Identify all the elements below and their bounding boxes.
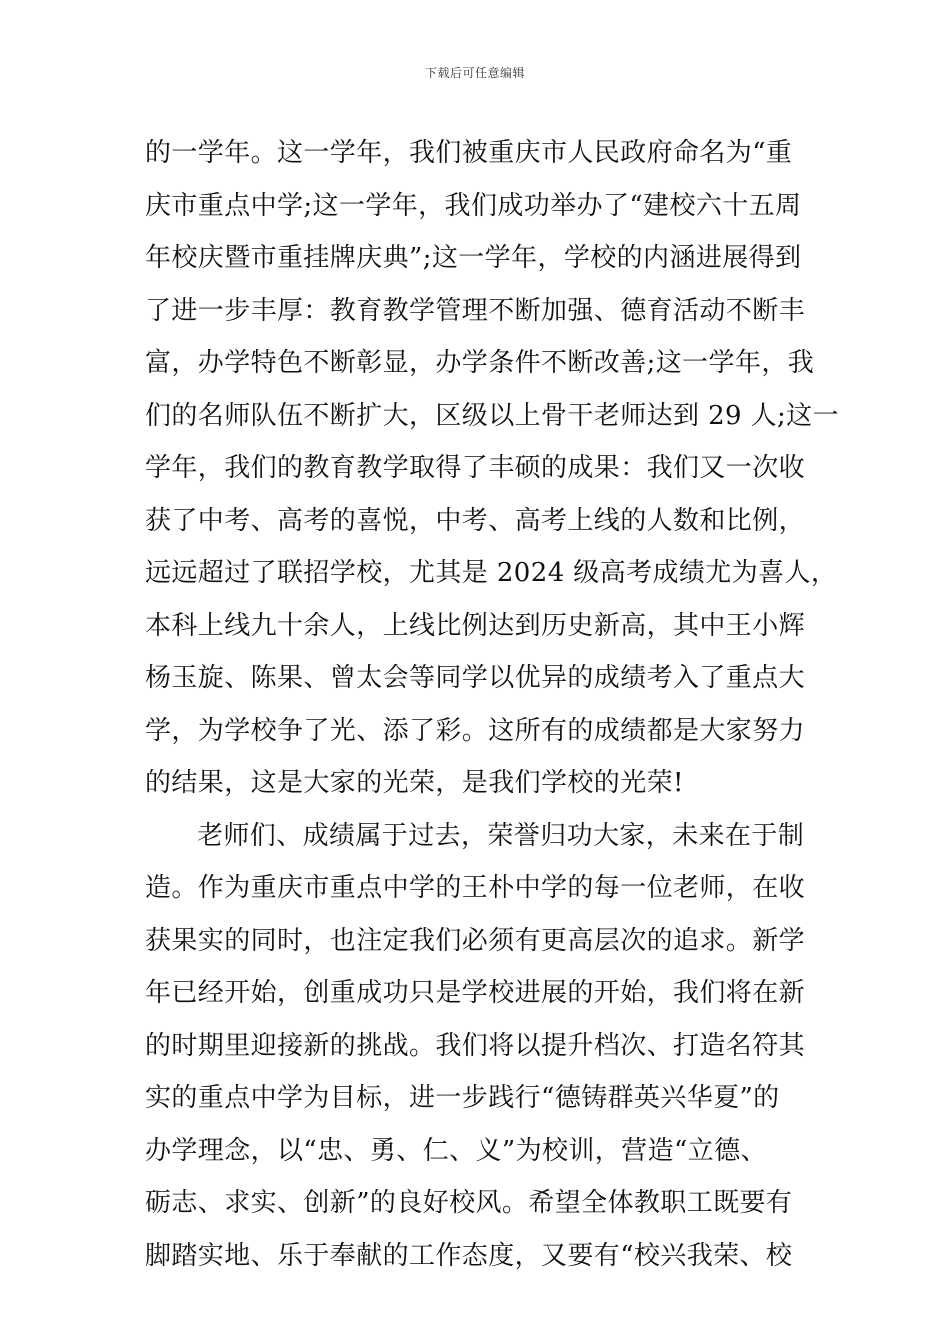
text-line: 的一学年。这一学年，我们被重庆市人民政府命名为“重 (145, 138, 793, 168)
text-line: 的结果，这是大家的光荣，是我们学校的光荣! (145, 768, 684, 798)
text-line: 学年，我们的教育教学取得了丰硕的成果：我们又一次收 (145, 453, 806, 483)
text-line: 了进一步丰厚：教育教学管理不断加强、德育活动不断丰 (145, 295, 806, 326)
text-line: 获果实的同时，也注定我们必须有更高层次的追求。新学 (145, 925, 806, 956)
text-line: 们的名师队伍不断扩大，区级以上骨干老师达到 29 人;这一 (145, 400, 839, 431)
text-line: 砺志、求实、创新”的良好校风。希望全体教职工既要有 (145, 1188, 793, 1218)
text-line: 杨玉旋、陈果、曾太会等同学以优异的成绩考入了重点大 (145, 663, 806, 693)
document-body (145, 127, 839, 1282)
text-line: 办学理念，以“忠、勇、仁、义”为校训，营造“立德、 (145, 1135, 767, 1166)
text-line: 庆市重点中学;这一学年，我们成功举办了“建校六十五周 (145, 190, 802, 221)
text-line: 本科上线九十余人，上线比例达到历史新高，其中王小辉 (145, 610, 806, 641)
text-line: 的时期里迎接新的挑战。我们将以提升档次、打造名符其 (145, 1030, 806, 1061)
text-line: 年已经开始，创重成功只是学校进展的开始，我们将在新 (145, 978, 806, 1008)
text-line: 学，为学校争了光、添了彩。这所有的成绩都是大家努力 (145, 715, 806, 746)
page-header-note: 下载后可任意编辑 (424, 66, 525, 80)
text-line: 富，办学特色不断彰显，办学条件不断改善;这一学年，我 (145, 348, 815, 378)
text-line: 远远超过了联招学校，尤其是 2024 级高考成绩尤为喜人， (145, 558, 838, 588)
text-line: 造。作为重庆市重点中学的王朴中学的每一位老师，在收 (145, 873, 806, 903)
paragraph-first-line: 老师们、成绩属于过去，荣誉归功大家，未来在于制 (197, 820, 805, 851)
text-line: 获了中考、高考的喜悦，中考、高考上线的人数和比例， (145, 505, 806, 536)
text-line: 实的重点中学为目标，进一步践行“德铸群英兴华夏”的 (145, 1083, 780, 1113)
text-line: 年校庆暨市重挂牌庆典”;这一学年，学校的内涵进展得到 (145, 243, 802, 273)
text-line: 脚踏实地、乐于奉献的工作态度，又要有“校兴我荣、校 (145, 1240, 793, 1271)
